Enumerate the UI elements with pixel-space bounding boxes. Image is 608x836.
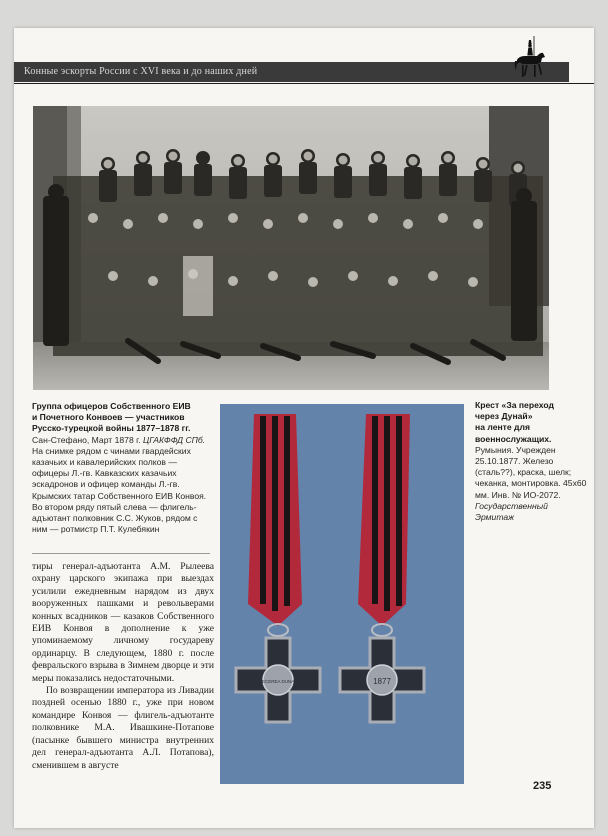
- medal-caption-source: Государственный Эрмитаж: [475, 500, 548, 523]
- cross-front-inscription: TRECEREA DUNARII: [255, 679, 301, 684]
- photo-caption-title-line-2: и Почетного Конвоев — участников: [32, 412, 185, 423]
- medal-caption-title-line-4: военнослужащих.: [475, 433, 552, 444]
- medal-caption-title-line-2: через Дунай»: [475, 411, 533, 422]
- ribbon-back-stripe-3: [396, 416, 402, 606]
- horseman-silhouette-icon: [514, 36, 548, 86]
- header-rule: [14, 83, 594, 84]
- medal-photo: [220, 404, 464, 784]
- body-text: [32, 561, 214, 772]
- book-page: [14, 28, 594, 828]
- medal-caption: [475, 400, 587, 523]
- ribbon-back-stripe-1: [372, 416, 378, 604]
- running-header-title: Конные эскорты России с XVI века и до наших дней: [24, 66, 258, 77]
- ribbon-front: [248, 414, 302, 626]
- photo-caption-title-line-1: Группа офицеров Собственного ЕИВ: [32, 401, 191, 411]
- body-paragraph-2: По возвращении императора из Ливадии поздней осенью 1880 г., уже при новом командире Конвоя — флигель-адъютанте полковнике М.А. Ивашкине-Потапове (пасынке бывшего министра внутренних дел генерал-адъютанта А.Л. Потапова), сменившем в августе: [32, 685, 214, 771]
- page-number: 235: [533, 780, 552, 792]
- caption-divider: [32, 553, 210, 554]
- photo-caption-place-date: Сан-Стефано, Март 1878 г.: [32, 434, 141, 445]
- photo-caption: [32, 401, 212, 535]
- medal-caption-title-line-3: на ленте для: [475, 422, 530, 433]
- ribbon-front-stripe-3: [284, 416, 290, 606]
- ribbon-back-stripe-2: [384, 416, 390, 611]
- ribbon-back: [358, 414, 410, 626]
- photo-caption-title-line-3: Русско-турецкой войны 1877–1878 гг.: [32, 423, 191, 434]
- cross-back-year: 1877: [373, 677, 391, 686]
- running-header: [14, 62, 569, 82]
- medal-caption-title-line-1: Крест «За переход: [475, 400, 554, 410]
- medal-caption-description: Румыния. Учрежден 25.10.1877. Железо (сталь??), краска, шелк; чеканка, монтировка. 45x60 мм. Инв. № ИО-2072.: [475, 444, 587, 500]
- body-paragraph-1: тиры генерал-адъютанта А.М. Рылеева охрану царского экипажа при выездах усилили ежедневным нарядом из двух вооруженных пашками и револьверами конных всадников — казаков Собственного ЕИВ Конвоя в дополнение к уже упоминаемому личному государеву ординарцу. В следующем, 1880 г. после февральского взрыва в Зимнем дворце и эти меры показались недостаточными.: [32, 561, 214, 684]
- officers-group-photo: [33, 106, 549, 390]
- ribbon-front-stripe-2: [272, 416, 278, 611]
- photo-caption-source: ЦГАКФФД СПб.: [142, 434, 206, 445]
- ribbon-front-stripe-1: [260, 416, 266, 604]
- photo-caption-description: На снимке рядом с чинами гвардейских казачьих и кавалерийских полков — офицеры Л.-гв. Кавказских казачьих эскадронов и офицер команды Л.-гв. Крымских татар Собственного ЕИВ Конвоя. Во втором ряду пятый слева — флигель-адъютант полковник С.С. Жуков, рядом с ним — ротмистр П.Т. Кулебякин: [32, 445, 207, 535]
